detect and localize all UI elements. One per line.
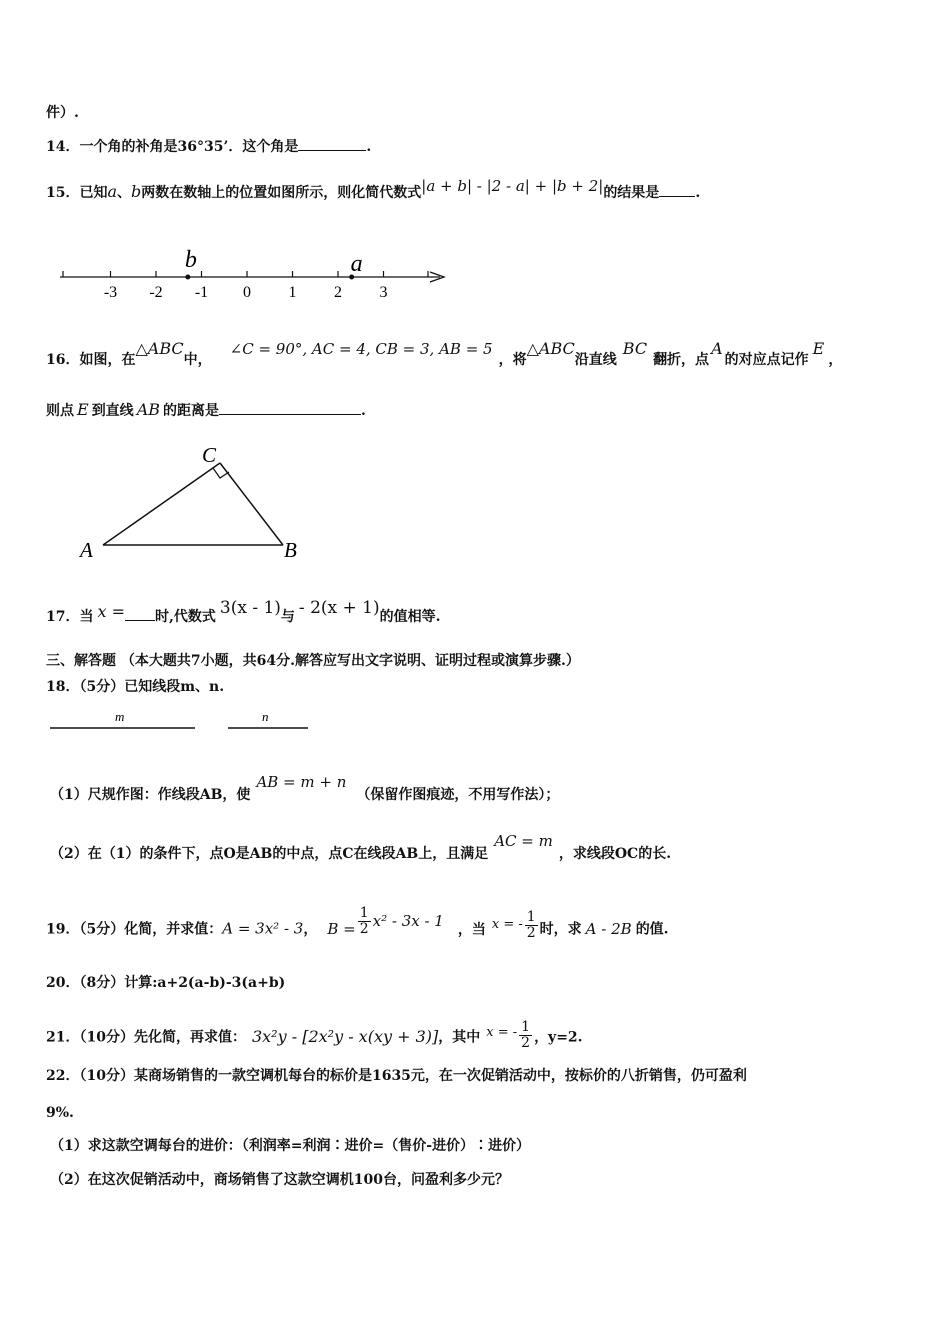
number-line-tick-label: 2 bbox=[334, 284, 342, 301]
q15-prefix: 15．已知 bbox=[46, 185, 108, 201]
question-21 bbox=[46, 1019, 583, 1053]
q16-prefix: 16．如图，在 bbox=[46, 352, 136, 368]
q18-p1-expr: AB = m + n bbox=[256, 773, 347, 791]
q16-triangle-2: △ABC bbox=[526, 339, 575, 358]
q18-p1-prefix: （1）尺规作图：作线段AB，使 bbox=[50, 787, 251, 803]
question-16-line-2 bbox=[46, 401, 366, 420]
q17-prefix: 17．当 bbox=[46, 609, 94, 625]
section-heading: 三、解答题 （本大题共7小题，共64分.解答应写出文字说明、证明过程或演算步骤.） bbox=[46, 653, 580, 669]
q18-part-2 bbox=[50, 832, 672, 863]
q17-suffix: 的值相等. bbox=[379, 609, 441, 625]
q19-b-den: 2 bbox=[359, 921, 369, 937]
number-line-tick-label: -2 bbox=[149, 284, 163, 301]
q18-p2-expr: AC = m bbox=[494, 832, 553, 850]
q19-b-num: 1 bbox=[359, 905, 369, 921]
q13-tail: 件）. bbox=[46, 105, 79, 121]
q19-b-rest: x² - 3x - 1 bbox=[372, 911, 444, 930]
number-line-tick-label: -3 bbox=[103, 284, 118, 301]
q16-zhong: 中， bbox=[183, 352, 212, 368]
q16-triangle: △ABC bbox=[135, 339, 184, 358]
q21-x-num: 1 bbox=[521, 1019, 531, 1035]
vertex-c-label: C bbox=[202, 443, 217, 467]
q17-expr-1: 3(x - 1) bbox=[219, 598, 281, 618]
q21-expr: 3x²y - [2x²y - x(xy + 3)] bbox=[251, 1026, 439, 1046]
q15-sep: 、 bbox=[117, 185, 132, 201]
q22-part-1: （1）求这款空调每台的进价：（利润率=利润∶进价=（售价-进价）∶进价） bbox=[50, 1138, 531, 1154]
q21-x-lhs: x = - bbox=[486, 1024, 518, 1040]
question-15 bbox=[46, 177, 701, 202]
q17-when: 时,代数式 bbox=[155, 609, 216, 625]
number-line-tick-label: 1 bbox=[288, 284, 297, 301]
q19-target: A - 2B bbox=[585, 919, 632, 938]
q16-conditions: ∠C = 90°, AC = 4, CB = 3, AB = 5 bbox=[229, 340, 493, 358]
point-b-dot bbox=[185, 275, 190, 280]
vertex-b-label: B bbox=[284, 538, 297, 562]
number-line-tick-label: 3 bbox=[379, 284, 388, 301]
q19-b-lhs: B = bbox=[327, 919, 356, 938]
q15-answer-blank[interactable] bbox=[659, 184, 695, 197]
segments-figure bbox=[0, 706, 400, 746]
q22-line-2: 9%. bbox=[46, 1105, 74, 1121]
point-a-label: a bbox=[350, 251, 363, 277]
q16-corr: 的对应点记作 bbox=[724, 352, 809, 368]
number-line-tick-label: -1 bbox=[194, 284, 209, 301]
q19-comma: ， bbox=[303, 921, 318, 938]
q19-time: 时，求 bbox=[539, 921, 582, 938]
q15-var-b: b bbox=[131, 182, 142, 201]
q16-end2: . bbox=[361, 403, 366, 419]
q18-p2-suffix: ，求线段OC的长. bbox=[558, 846, 672, 862]
q19-when: ，当 bbox=[457, 921, 486, 938]
vertex-a-label: A bbox=[80, 538, 93, 562]
q15-var-a: a bbox=[107, 182, 118, 201]
q15-expression: |a + b| - |2 - a| + |b + 2| bbox=[421, 177, 604, 195]
q16-dist: 的距离是 bbox=[163, 403, 219, 419]
q17-x: x = bbox=[97, 602, 125, 621]
q19-suffix: 的值. bbox=[635, 921, 669, 938]
q18-p1-suffix: （保留作图痕迹，不用写作法）； bbox=[356, 787, 560, 803]
question-14 bbox=[46, 138, 371, 156]
q16-end: ， bbox=[828, 352, 843, 368]
q21-x-fraction bbox=[519, 1020, 532, 1051]
q18-part-1 bbox=[50, 773, 560, 804]
q18-title: 18．（5分）已知线段m、n. bbox=[46, 679, 225, 695]
q16-bc: BC bbox=[622, 339, 648, 358]
q22-line-1: 22．（10分）某商场销售的一款空调机每台的标价是1635元，在一次促销活动中，按标价的八折销售，仍可盈利 bbox=[46, 1068, 747, 1084]
point-b-label: b bbox=[184, 247, 197, 273]
number-line-tick-label: 0 bbox=[243, 284, 251, 301]
q16-answer-blank[interactable] bbox=[219, 402, 361, 415]
q14-prefix: 14．一个角的补角是 bbox=[46, 139, 178, 155]
q17-expr-2: - 2(x + 1) bbox=[298, 598, 380, 618]
q21-where: ，其中 bbox=[438, 1029, 481, 1046]
q16-point-a: A bbox=[711, 339, 723, 358]
number-line bbox=[0, 240, 950, 310]
q21-suffix: ，y=2. bbox=[534, 1029, 583, 1046]
triangle-side-cb bbox=[220, 463, 283, 545]
q14-answer-blank[interactable] bbox=[298, 138, 366, 151]
q16-jiang: ，将 bbox=[498, 352, 527, 368]
question-19 bbox=[46, 905, 669, 945]
q16-point-e: E bbox=[812, 339, 825, 358]
q17-and: 与 bbox=[280, 609, 295, 625]
q16-e2: E bbox=[77, 400, 89, 419]
q16-fold: 翻折，点 bbox=[653, 352, 710, 368]
right-angle-mark bbox=[213, 468, 229, 478]
q14-suffix: ．这个角是 bbox=[228, 139, 299, 155]
question-17 bbox=[46, 598, 441, 626]
segment-m-label: m bbox=[115, 709, 125, 724]
q16-to: 到直线 bbox=[91, 403, 134, 419]
q19-x-lhs: x = - bbox=[491, 916, 523, 932]
triangle-figure bbox=[0, 435, 400, 575]
q19-prefix: 19．（5分）化简，并求值： bbox=[46, 921, 223, 938]
q18-p2-prefix: （2）在（1）的条件下，点O是AB的中点，点C在线段AB上，且满足 bbox=[50, 846, 489, 862]
q21-prefix: 21．（10分）先化简，再求值： bbox=[46, 1029, 246, 1046]
q16-ab: AB bbox=[136, 400, 160, 419]
q19-x-fraction bbox=[525, 910, 538, 941]
q22-part-2: （2）在这次促销活动中，商场销售了这款空调机100台，问盈利多少元？ bbox=[50, 1172, 509, 1188]
q14-end: . bbox=[366, 139, 372, 155]
q15-end: . bbox=[695, 185, 701, 201]
question-16 bbox=[46, 339, 843, 369]
q15-mid: 两数在数轴上的位置如图所示，则化简代数式 bbox=[141, 185, 422, 201]
q19-x-num: 1 bbox=[526, 909, 536, 925]
q15-suffix: 的结果是 bbox=[603, 185, 660, 201]
q17-answer-blank[interactable] bbox=[125, 608, 155, 621]
q16-along: 沿直线 bbox=[574, 352, 617, 368]
q19-b-fraction bbox=[358, 906, 371, 937]
triangle-side-ac bbox=[103, 463, 220, 545]
q14-value: 36°35’ bbox=[177, 139, 229, 155]
q19-x-den: 2 bbox=[526, 925, 536, 941]
q19-a-expr: A = 3x² - 3 bbox=[222, 919, 304, 938]
question-20: 20．（8分）计算:a+2(a-b)-3(a+b) bbox=[46, 975, 286, 991]
q21-x-den: 2 bbox=[521, 1035, 531, 1051]
segment-n-label: n bbox=[262, 709, 269, 724]
q16-l2-prefix: 则点 bbox=[46, 403, 74, 419]
